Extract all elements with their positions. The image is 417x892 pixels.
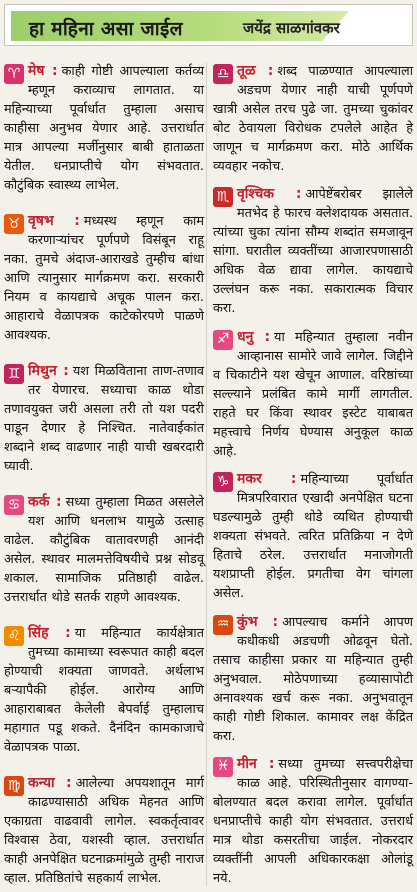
horoscope-entry <box>4 774 204 888</box>
page-title: हा महिना असा जाईल <box>29 18 183 40</box>
gemini-icon: ♊ <box>4 364 24 384</box>
horoscope-entry <box>213 328 413 461</box>
sign-prediction: मध्यस्थ म्हणून काम करणाऱ्यांचर पूर्णपणे विसंबून राहू नका. तुमचे अंदाज-आराखडे तुम्हीच बांधा आणि त्यानुसार मार्गक्रमण करा. सरकारी नियम व कायद्याचे अचूक पालन करा. आहाराचे वेळापत्रक काटेकोरपणे पाळणे आवश्यक. <box>4 214 204 343</box>
sign-name: मीन : <box>237 755 275 772</box>
horoscope-paragraph <box>213 62 413 176</box>
sign-name: वृश्चिक : <box>237 186 302 203</box>
sign-prediction: शब्द पाळण्यात आपल्याला अडचण येणार नाही याची पूर्णपणे खात्री असेल तरच पुढे जा. तुमच्या चुकांवर बोट ठेवायला विरोधक टपलेले आहेत हे जाणून च मार्गक्रमण करा. मोठे आर्थिक व्यवहार नकोच. <box>213 64 414 174</box>
pisces-icon: ♓ <box>213 757 233 777</box>
horoscope-paragraph <box>213 755 413 888</box>
horoscope-paragraph <box>213 613 413 746</box>
horoscope-paragraph <box>213 328 413 461</box>
taurus-icon: ♉ <box>4 214 24 234</box>
sign-prediction: काही गोष्टी आपल्याला कर्तव्य म्हणून कराव्याच लागतात. या महिन्याच्या पूर्वार्धात तुम्हाला असाच काहीसा अनुभव येणार आहे. उत्तरार्धात मात्र आपल्या मर्जीनुसार बाबी हाताळता येतील. धनप्राप्तीचे योग संभवतात. कौटुंबिक स्वास्थ्य लाभेल. <box>4 64 205 193</box>
horoscope-paragraph <box>4 774 204 888</box>
capricorn-icon: ♑ <box>213 472 233 492</box>
left-column <box>4 62 204 888</box>
cancer-icon: ♋ <box>4 495 24 515</box>
horoscope-paragraph <box>4 493 204 607</box>
sign-name: तूळ : <box>237 63 274 79</box>
sign-name: मकर : <box>237 471 297 488</box>
author-name: जयेंद्र साळगांवकर <box>243 19 340 37</box>
horoscope-entry <box>4 212 204 345</box>
horoscope-paragraph <box>213 470 413 603</box>
horoscope-paragraph <box>4 362 204 476</box>
horoscope-entry <box>4 362 204 476</box>
sign-prediction: आपेष्टेंबरोबर झालेले मतभेद हे फारच क्लेशदायक असतात. त्यांच्या चुका त्यांना सौम्य शब्दांत समजावून सांगा. घरातील व्यक्तींच्या आजारपणासाठी अधिक वेळ द्यावा लागेल. कायद्याचे उल्लंघन करू नका. सकारात्मक विचार करा. <box>213 187 413 317</box>
sign-prediction: सध्या तुमच्या सत्त्वपरीक्षेचा काळ आहे. परिस्थितीनुसार वागण्या-बोलण्यात बदल करावा लागेल. पूर्वार्धात धनप्राप्तीचे काही योग संभवतात. उत्तरार्ध मात्र थोडा कसरतीचा जाईल. नोकरदार व्यक्तींनी आपली अधिकारकक्षा ओलांडू नये. <box>213 756 413 886</box>
sign-prediction: आलेल्या अपयशातून मार्ग काढण्यासाठी अधिक मेहनत आणि एकाग्रता वाढवावी लागेल. स्वकर्तृत्वावर विश्वास ठेवा, यशस्वी व्हाल. उत्तरार्धात काही अनपेक्षित घटनाक्रमांमुळे तुम्ही नाराज व्हाल. प्रतिष्ठितांचे सहकार्य लाभेल. <box>4 776 204 886</box>
horoscope-paragraph <box>4 62 204 195</box>
sign-prediction: आपल्याच कर्माने आपण कधीकधी अडचणी ओढवून घेतो. तसाच काहीसा प्रकार या महिन्यात तुम्ही अनुभवाल. मोठेपणाच्या हव्यासापोटी अनावश्यक खर्च करू नका. अनुभवातून काही गोष्टी शिकाल. कामावर लक्ष केंद्रित करा. <box>213 614 413 744</box>
horoscope-paragraph <box>4 624 204 757</box>
sign-name: सिंह : <box>28 625 71 641</box>
sign-prediction: महिन्याच्या पूर्वार्धात मित्रपरिवारात एखादी अनपेक्षित घटना घडल्यामुळे तुम्ही थोडे व्यथित होण्याची शक्यता संभवते. त्वरित प्रतिक्रिया न देणे हिताचे ठरेल. उत्तरार्धात मनाजोगती यशप्राप्ती होईल. प्रगतीचा वेग चांगला असेल. <box>213 472 413 602</box>
sign-prediction: यश मिळविताना ताण-तणाव तर येणारच. सध्याचा काळ थोडा तणावयुक्त जरी असला तरी तो यश पदरी पाडून देणार हे निश्चित. नातेवाईकांत शब्दाने शब्द वाढणार नाही याची खबरदारी घ्यावी. <box>4 364 204 474</box>
horoscope-entry <box>213 755 413 888</box>
horoscope-entry <box>4 62 204 195</box>
sign-name: वृषभ : <box>28 213 80 229</box>
sign-name: धनु : <box>237 328 271 345</box>
horoscope-entry <box>213 62 413 176</box>
scorpio-icon: ♏ <box>213 187 233 207</box>
horoscope-entry <box>213 470 413 603</box>
horoscope-entry <box>213 613 413 746</box>
sign-name: कर्क : <box>28 494 62 510</box>
sagittarius-icon: ♐ <box>213 330 233 350</box>
virgo-icon: ♍ <box>4 776 24 796</box>
sign-name: मेष : <box>28 63 58 79</box>
horoscope-entry <box>4 493 204 607</box>
horoscope-entry <box>213 185 413 318</box>
aries-icon: ♈ <box>4 64 24 84</box>
sign-prediction: या महिन्यात कार्यक्षेत्रात तुमच्या कामाच्या स्वरूपात काही बदल होण्याची शक्यता जाणवते. अर्थलाभ बऱ्यापैकी होईल. आरोग्य आणि आहाराबाबत केलेली बेपर्वाई तुम्हालाच महागात पडू शकते. दैनंदिन कामकाजाचे वेळापत्रक पाळा. <box>4 626 204 755</box>
sign-name: कुंभ : <box>237 613 279 630</box>
column-divider <box>206 62 207 886</box>
horoscope-paragraph <box>4 212 204 345</box>
page-header <box>4 4 413 46</box>
sign-name: कन्या : <box>28 775 72 791</box>
sign-prediction: या महिन्यात तुम्हाला नवीन आव्हानास सामोरे जावे लागेल. जिद्दीने व चिकाटीने यश खेचून आणाल. वरिष्ठांच्या सल्ल्याने प्रलंबित कामे मार्गी लागतील. राहते घर किंवा स्थावर इस्टेट याबाबत महत्त्वाचे निर्णय घेण्यास अनुकूल काळ आहे. <box>213 329 413 459</box>
right-column <box>213 62 413 888</box>
sign-name: मिथुन : <box>28 363 69 379</box>
horoscope-entry <box>4 624 204 757</box>
sign-prediction: सध्या तुम्हाला मिळत असलेले यश आणि धनलाभ यामुळे उत्साह वाढेल. कौटुंबिक वातावरणही आनंदी असेल. स्थावर मालमत्तेविषयीचे प्रश्न सोडवू शकाल. सामाजिक प्रतिष्ठाही वाढेल. उत्तरार्धात थोडे सतर्क राहणे आवश्यक. <box>4 495 204 605</box>
leo-icon: ♌ <box>4 626 24 646</box>
aquarius-icon: ♒ <box>213 615 233 635</box>
horoscope-paragraph <box>213 185 413 318</box>
libra-icon: ♎ <box>213 64 233 84</box>
